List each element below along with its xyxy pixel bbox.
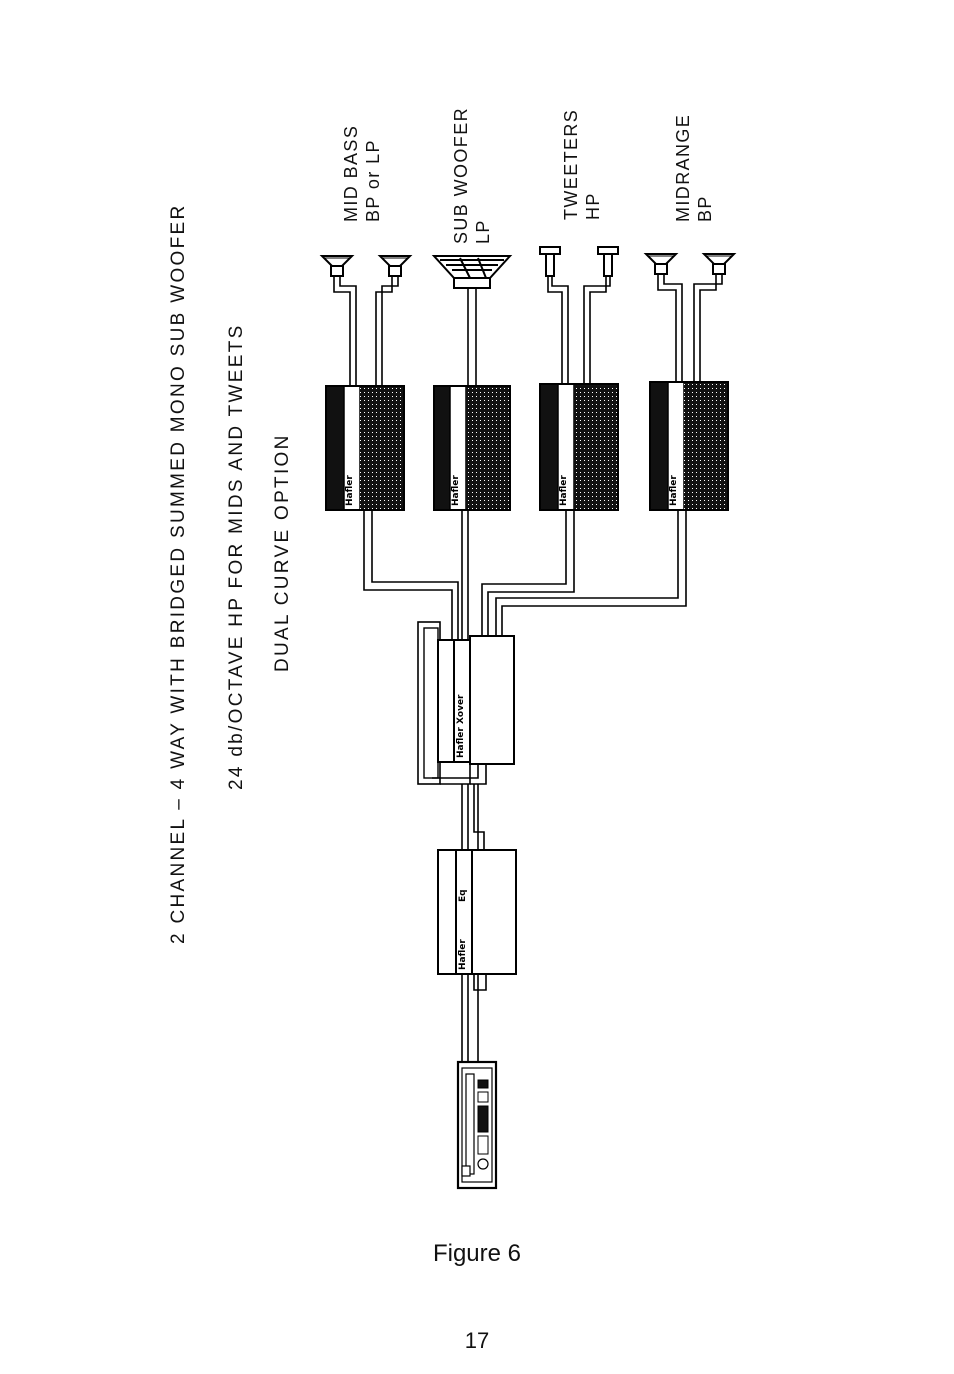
speaker-mid-bass-right: [380, 256, 410, 276]
crossover-unit: [418, 622, 514, 784]
amplifier-4-brand: Hafler: [669, 475, 679, 506]
speaker-name: TWEETERS: [561, 108, 581, 220]
eq-to-headunit-wires: [462, 974, 486, 1062]
heading-line-2: 24 db/OCTAVE HP FOR MIDS AND TWEETS: [226, 323, 247, 790]
speaker-wires: [334, 274, 722, 386]
crossover-label: Hafler Xover: [456, 694, 466, 758]
speaker-filter: BP or LP: [363, 139, 383, 222]
speaker-midrange-left: [646, 254, 676, 274]
amplifier-2: [434, 386, 510, 510]
tweeter-left: [540, 247, 560, 276]
page-number: 17: [464, 1328, 490, 1353]
crossover-to-eq-wires: [462, 784, 484, 850]
figure-caption: Figure 6: [432, 1240, 522, 1267]
speaker-name: MIDRANGE: [673, 113, 693, 222]
speaker-name: SUB WOOFER: [451, 106, 471, 244]
speaker-midrange-right: [704, 254, 734, 274]
amplifier-4: [650, 382, 728, 510]
heading-line-3: DUAL CURVE OPTION: [272, 433, 293, 672]
equalizer-model: Eq: [458, 889, 468, 902]
speaker-filter: LP: [473, 219, 493, 244]
amp-input-wires: [364, 510, 686, 640]
speaker-name: MID BASS: [341, 124, 361, 222]
head-unit: [458, 1062, 496, 1188]
tweeter-right: [598, 247, 618, 276]
equalizer-brand: Hafler: [458, 939, 468, 970]
amplifier-2-brand: Hafler: [451, 475, 461, 506]
speaker-mid-bass-left: [322, 256, 352, 276]
amplifier-3: [540, 384, 618, 510]
amplifier-3-brand: Hafler: [559, 475, 569, 506]
speaker-filter: BP: [695, 195, 715, 222]
amplifier-1-brand: Hafler: [345, 475, 355, 506]
speaker-filter: HP: [583, 192, 603, 220]
amplifier-1: [326, 386, 404, 510]
equalizer-unit: [438, 850, 516, 974]
heading-line-1: 2 CHANNEL – 4 WAY WITH BRIDGED SUMMED MONO SUB WOOFER: [168, 203, 189, 944]
speaker-subwoofer: [434, 256, 510, 288]
